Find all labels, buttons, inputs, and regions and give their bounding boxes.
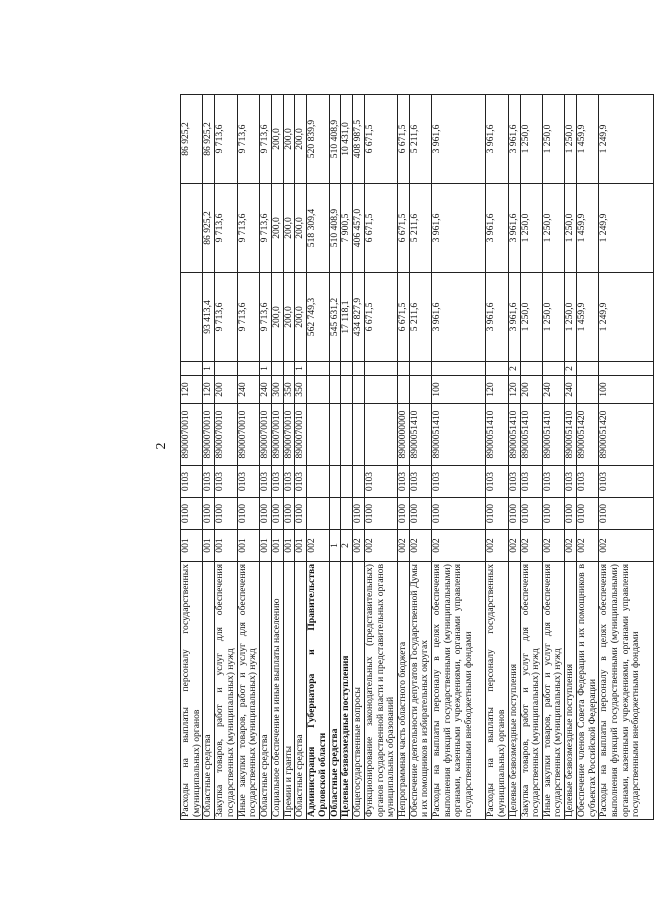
cell-csr: 8900051410: [409, 404, 431, 466]
cell-y2: 200,0: [295, 184, 307, 273]
cell-vr: [364, 376, 397, 404]
cell-src: [599, 362, 653, 376]
cell-pr: 0103: [432, 466, 486, 498]
budget-table-container: [180, 95, 642, 820]
cell-src: [237, 362, 259, 376]
table-row: [565, 95, 577, 820]
budget-table: [180, 94, 654, 820]
cell-y2: 1 250,0: [565, 184, 577, 273]
cell-y3: 3 961,6: [432, 95, 486, 184]
cell-ved: 001: [203, 530, 215, 562]
cell-src: [341, 362, 353, 376]
cell-csr: 8900051410: [432, 404, 486, 466]
cell-pr: [341, 466, 353, 498]
cell-y3: 200,0: [295, 95, 307, 184]
table-row: [259, 95, 271, 820]
cell-src: 1: [203, 362, 215, 376]
cell-name: Обеспечение членов Совета Федерации и их помощников в субъектах Российской Федерации: [577, 562, 599, 820]
cell-y3: 200,0: [283, 95, 295, 184]
cell-y2: 1 250,0: [520, 184, 542, 273]
cell-ved: 002: [520, 530, 542, 562]
cell-y2: 6 671,5: [397, 184, 409, 273]
cell-pr: 0103: [397, 466, 409, 498]
cell-src: [577, 362, 599, 376]
cell-name: Областные средства: [259, 562, 271, 820]
cell-csr: 8900070010: [203, 404, 215, 466]
cell-pr: [307, 466, 329, 498]
cell-rz: 0100: [271, 498, 283, 530]
cell-rz: 0100: [508, 498, 520, 530]
cell-csr: 8900070010: [283, 404, 295, 466]
cell-y2: 510 408,9: [329, 184, 341, 273]
cell-y1: 6 671,5: [397, 273, 409, 362]
cell-name: Социальное обеспечение и иные выплаты населению: [271, 562, 283, 820]
cell-name: Расходы на выплаты персоналу в целях обеспечения выполнения функций государственными (муниципальными) органами, казенными учреждениями, органами управления государственными внебюджетными фондами: [432, 562, 486, 820]
cell-vr: 240: [565, 376, 577, 404]
cell-src: [409, 362, 431, 376]
cell-src: 1: [259, 362, 271, 376]
cell-ved: 002: [397, 530, 409, 562]
cell-name: Целевые безвозмездные поступления: [341, 562, 353, 820]
cell-src: [215, 362, 237, 376]
cell-pr: 0103: [215, 466, 237, 498]
cell-src: [307, 362, 329, 376]
cell-vr: 200: [215, 376, 237, 404]
cell-csr: 8900051420: [577, 404, 599, 466]
cell-ved: 002: [307, 530, 329, 562]
cell-y3: 1 459,9: [577, 95, 599, 184]
cell-y3: 6 671,5: [364, 95, 397, 184]
cell-rz: 0100: [353, 498, 365, 530]
cell-pr: 0103: [283, 466, 295, 498]
cell-y2: [181, 184, 203, 273]
cell-name: Обеспечение деятельности депутатов Государственной Думы и их помощников в избирательных округах: [409, 562, 431, 820]
cell-y1: 3 961,6: [486, 273, 508, 362]
cell-rz: 0100: [397, 498, 409, 530]
cell-y3: 3 961,6: [508, 95, 520, 184]
cell-rz: [341, 498, 353, 530]
cell-ved: 002: [565, 530, 577, 562]
cell-ved: 002: [364, 530, 397, 562]
cell-y1: 9 713,6: [259, 273, 271, 362]
cell-pr: 0103: [271, 466, 283, 498]
cell-name: Администрация Губернатора и Правительства Орловской области: [307, 562, 329, 820]
cell-vr: 240: [259, 376, 271, 404]
cell-pr: 0103: [259, 466, 271, 498]
cell-rz: 0100: [181, 498, 203, 530]
table-row: [271, 95, 283, 820]
cell-ved: 001: [271, 530, 283, 562]
cell-ved: 002: [432, 530, 486, 562]
cell-src: [520, 362, 542, 376]
cell-y1: 434 827,9: [353, 273, 365, 362]
cell-y1: 6 671,5: [364, 273, 397, 362]
cell-rz: 0100: [203, 498, 215, 530]
cell-y1: 17 118,1: [341, 273, 353, 362]
cell-name: Премии и гранты: [283, 562, 295, 820]
table-row: [486, 95, 508, 820]
cell-y1: 200,0: [295, 273, 307, 362]
cell-src: [486, 362, 508, 376]
cell-ved: 2: [341, 530, 353, 562]
cell-y3: 3 961,6: [486, 95, 508, 184]
cell-name: Расходы на выплаты персоналу в целях обеспечения выполнения функций государственными (муниципальными) органами, казенными учреждениями, органами управления государственными внебюджетными фондами: [599, 562, 653, 820]
cell-y1: 9 713,6: [237, 273, 259, 362]
cell-rz: [329, 498, 341, 530]
cell-src: [353, 362, 365, 376]
cell-y3: 1 250,0: [565, 95, 577, 184]
cell-src: 2: [508, 362, 520, 376]
cell-vr: 100: [432, 376, 486, 404]
cell-pr: 0103: [565, 466, 577, 498]
cell-ved: 002: [353, 530, 365, 562]
cell-y2: 6 671,5: [364, 184, 397, 273]
cell-ved: 002: [508, 530, 520, 562]
table-row: [542, 95, 564, 820]
cell-y1: 3 961,6: [432, 273, 486, 362]
cell-csr: 8900070010: [237, 404, 259, 466]
cell-y2: 200,0: [283, 184, 295, 273]
cell-vr: 200: [520, 376, 542, 404]
cell-y1: 3 961,6: [508, 273, 520, 362]
cell-csr: 8900070010: [259, 404, 271, 466]
cell-vr: [329, 376, 341, 404]
cell-name: Закупка товаров, работ и услуг для обеспечения государственных (муниципальных) нужд: [520, 562, 542, 820]
cell-src: [271, 362, 283, 376]
cell-src: [397, 362, 409, 376]
budget-table-body: [181, 95, 654, 820]
cell-rz: 0100: [259, 498, 271, 530]
cell-name: Закупка товаров, работ и услуг для обеспечения государственных (муниципальных) нужд: [215, 562, 237, 820]
cell-csr: 8900051410: [486, 404, 508, 466]
cell-name: Непрограммная часть областного бюджета: [397, 562, 409, 820]
cell-pr: 0103: [486, 466, 508, 498]
cell-vr: 100: [599, 376, 653, 404]
cell-y1: 200,0: [283, 273, 295, 362]
cell-y1: 1 459,9: [577, 273, 599, 362]
table-row: [599, 95, 653, 820]
table-row: [364, 95, 397, 820]
cell-y2: 1 249,9: [599, 184, 653, 273]
cell-ved: 001: [237, 530, 259, 562]
cell-rz: 0100: [237, 498, 259, 530]
cell-rz: [307, 498, 329, 530]
cell-y3: 9 713,6: [237, 95, 259, 184]
cell-y3: 9 713,6: [215, 95, 237, 184]
cell-vr: 120: [508, 376, 520, 404]
cell-rz: 0100: [364, 498, 397, 530]
table-row: [508, 95, 520, 820]
cell-name: Целевые безвозмездные поступления: [565, 562, 577, 820]
cell-pr: 0103: [599, 466, 653, 498]
cell-ved: 001: [259, 530, 271, 562]
cell-rz: 0100: [409, 498, 431, 530]
cell-name: Общегосударственные вопросы: [353, 562, 365, 820]
cell-ved: 1: [329, 530, 341, 562]
cell-csr: 8900051410: [508, 404, 520, 466]
cell-src: 1: [295, 362, 307, 376]
cell-y3: 510 408,9: [329, 95, 341, 184]
cell-csr: 8900070010: [215, 404, 237, 466]
table-row: [577, 95, 599, 820]
cell-y2: 9 713,6: [237, 184, 259, 273]
cell-vr: 350: [295, 376, 307, 404]
cell-vr: [409, 376, 431, 404]
cell-ved: 001: [295, 530, 307, 562]
cell-rz: 0100: [577, 498, 599, 530]
cell-y3: 9 713,6: [259, 95, 271, 184]
cell-csr: [329, 404, 341, 466]
cell-pr: 0103: [295, 466, 307, 498]
cell-y1: 93 413,4: [203, 273, 215, 362]
cell-y2: 518 309,4: [307, 184, 329, 273]
cell-pr: [329, 466, 341, 498]
cell-vr: 120: [203, 376, 215, 404]
table-row: [283, 95, 295, 820]
table-row: [181, 95, 203, 820]
cell-csr: 8900070010: [181, 404, 203, 466]
cell-vr: 300: [271, 376, 283, 404]
cell-rz: 0100: [283, 498, 295, 530]
cell-csr: 8900051420: [599, 404, 653, 466]
cell-ved: 001: [181, 530, 203, 562]
cell-y2: 7 900,5: [341, 184, 353, 273]
cell-y2: 1 459,9: [577, 184, 599, 273]
cell-y3: 520 839,9: [307, 95, 329, 184]
cell-csr: [364, 404, 397, 466]
cell-rz: 0100: [599, 498, 653, 530]
cell-ved: 002: [486, 530, 508, 562]
cell-name: Иные закупки товаров, работ и услуг для обеспечения государственных (муниципальных) нужд: [237, 562, 259, 820]
cell-y1: 1 250,0: [520, 273, 542, 362]
cell-y2: 200,0: [271, 184, 283, 273]
cell-name: Областные средства: [203, 562, 215, 820]
table-row: [353, 95, 365, 820]
cell-ved: 002: [577, 530, 599, 562]
cell-vr: [577, 376, 599, 404]
cell-src: [364, 362, 397, 376]
cell-y2: 9 713,6: [215, 184, 237, 273]
cell-y2: 5 211,6: [409, 184, 431, 273]
cell-name: Функционирование законодательных (представительных) органов государственной власти и представительных органов муниципальных образований: [364, 562, 397, 820]
cell-csr: 8900051410: [542, 404, 564, 466]
table-row: [409, 95, 431, 820]
cell-vr: [341, 376, 353, 404]
cell-rz: 0100: [215, 498, 237, 530]
cell-rz: 0100: [565, 498, 577, 530]
cell-y1: 9 713,6: [215, 273, 237, 362]
cell-y3: 1 250,0: [520, 95, 542, 184]
page-number: 2: [154, 442, 169, 450]
cell-csr: 8900051410: [565, 404, 577, 466]
cell-vr: [353, 376, 365, 404]
table-row: [237, 95, 259, 820]
table-row: [215, 95, 237, 820]
cell-rz: 0100: [520, 498, 542, 530]
cell-y1: 562 749,3: [307, 273, 329, 362]
cell-pr: [353, 466, 365, 498]
cell-src: [432, 362, 486, 376]
cell-y2: 406 457,0: [353, 184, 365, 273]
cell-vr: [397, 376, 409, 404]
cell-y2: 3 961,6: [508, 184, 520, 273]
table-row: [203, 95, 215, 820]
cell-src: [542, 362, 564, 376]
cell-rz: 0100: [486, 498, 508, 530]
cell-y2: 3 961,6: [486, 184, 508, 273]
cell-vr: 120: [181, 376, 203, 404]
cell-pr: 0103: [542, 466, 564, 498]
table-row: [397, 95, 409, 820]
cell-ved: 001: [283, 530, 295, 562]
cell-csr: [341, 404, 353, 466]
cell-y1: 1 250,0: [565, 273, 577, 362]
cell-pr: 0103: [508, 466, 520, 498]
cell-ved: 002: [409, 530, 431, 562]
cell-name: Целевые безвозмездные поступления: [508, 562, 520, 820]
cell-pr: 0103: [520, 466, 542, 498]
cell-csr: 8900070010: [271, 404, 283, 466]
cell-csr: 8900051410: [520, 404, 542, 466]
cell-rz: 0100: [542, 498, 564, 530]
cell-src: 2: [565, 362, 577, 376]
table-row: [329, 95, 341, 820]
table-row: [432, 95, 486, 820]
cell-y3: 86 925,2: [181, 95, 203, 184]
cell-rz: 0100: [295, 498, 307, 530]
cell-name: Расходы на выплаты персоналу государственных (муниципальных) органов: [181, 562, 203, 820]
cell-y3: 86 925,2: [203, 95, 215, 184]
cell-y3: 5 211,6: [409, 95, 431, 184]
cell-y1: 545 631,2: [329, 273, 341, 362]
cell-rz: 0100: [432, 498, 486, 530]
cell-csr: [307, 404, 329, 466]
cell-name: Областные средства: [295, 562, 307, 820]
cell-vr: 240: [542, 376, 564, 404]
cell-y3: 6 671,5: [397, 95, 409, 184]
cell-csr: [353, 404, 365, 466]
cell-pr: 0103: [577, 466, 599, 498]
cell-pr: 0103: [364, 466, 397, 498]
cell-src: [283, 362, 295, 376]
cell-y1: 1 249,9: [599, 273, 653, 362]
cell-pr: 0103: [203, 466, 215, 498]
cell-ved: 002: [599, 530, 653, 562]
cell-pr: 0103: [237, 466, 259, 498]
cell-name: Иные закупки товаров, работ и услуг для обеспечения государственных (муниципальных) нужд: [542, 562, 564, 820]
cell-ved: 002: [542, 530, 564, 562]
cell-y1: 5 211,6: [409, 273, 431, 362]
table-row: [520, 95, 542, 820]
table-row: [295, 95, 307, 820]
cell-y2: 9 713,6: [259, 184, 271, 273]
cell-pr: 0103: [181, 466, 203, 498]
cell-y1: 1 250,0: [542, 273, 564, 362]
cell-y2: 86 925,2: [203, 184, 215, 273]
cell-y3: 1 249,9: [599, 95, 653, 184]
cell-y3: 200,0: [271, 95, 283, 184]
cell-src: [181, 362, 203, 376]
cell-y3: 10 431,0: [341, 95, 353, 184]
table-row: [307, 95, 329, 820]
cell-csr: 8900000000: [397, 404, 409, 466]
cell-ved: 001: [215, 530, 237, 562]
cell-pr: 0103: [409, 466, 431, 498]
cell-src: [329, 362, 341, 376]
cell-name: Расходы на выплаты персоналу государственных (муниципальных) органов: [486, 562, 508, 820]
cell-y2: 3 961,6: [432, 184, 486, 273]
table-row: [341, 95, 353, 820]
cell-y1: [181, 273, 203, 362]
cell-y2: 1 250,0: [542, 184, 564, 273]
cell-vr: [307, 376, 329, 404]
cell-name: Областные средства: [329, 562, 341, 820]
cell-y3: 408 987,5: [353, 95, 365, 184]
cell-vr: 240: [237, 376, 259, 404]
cell-vr: 350: [283, 376, 295, 404]
cell-y3: 1 250,0: [542, 95, 564, 184]
cell-y1: 200,0: [271, 273, 283, 362]
cell-vr: 120: [486, 376, 508, 404]
cell-csr: 8900070010: [295, 404, 307, 466]
